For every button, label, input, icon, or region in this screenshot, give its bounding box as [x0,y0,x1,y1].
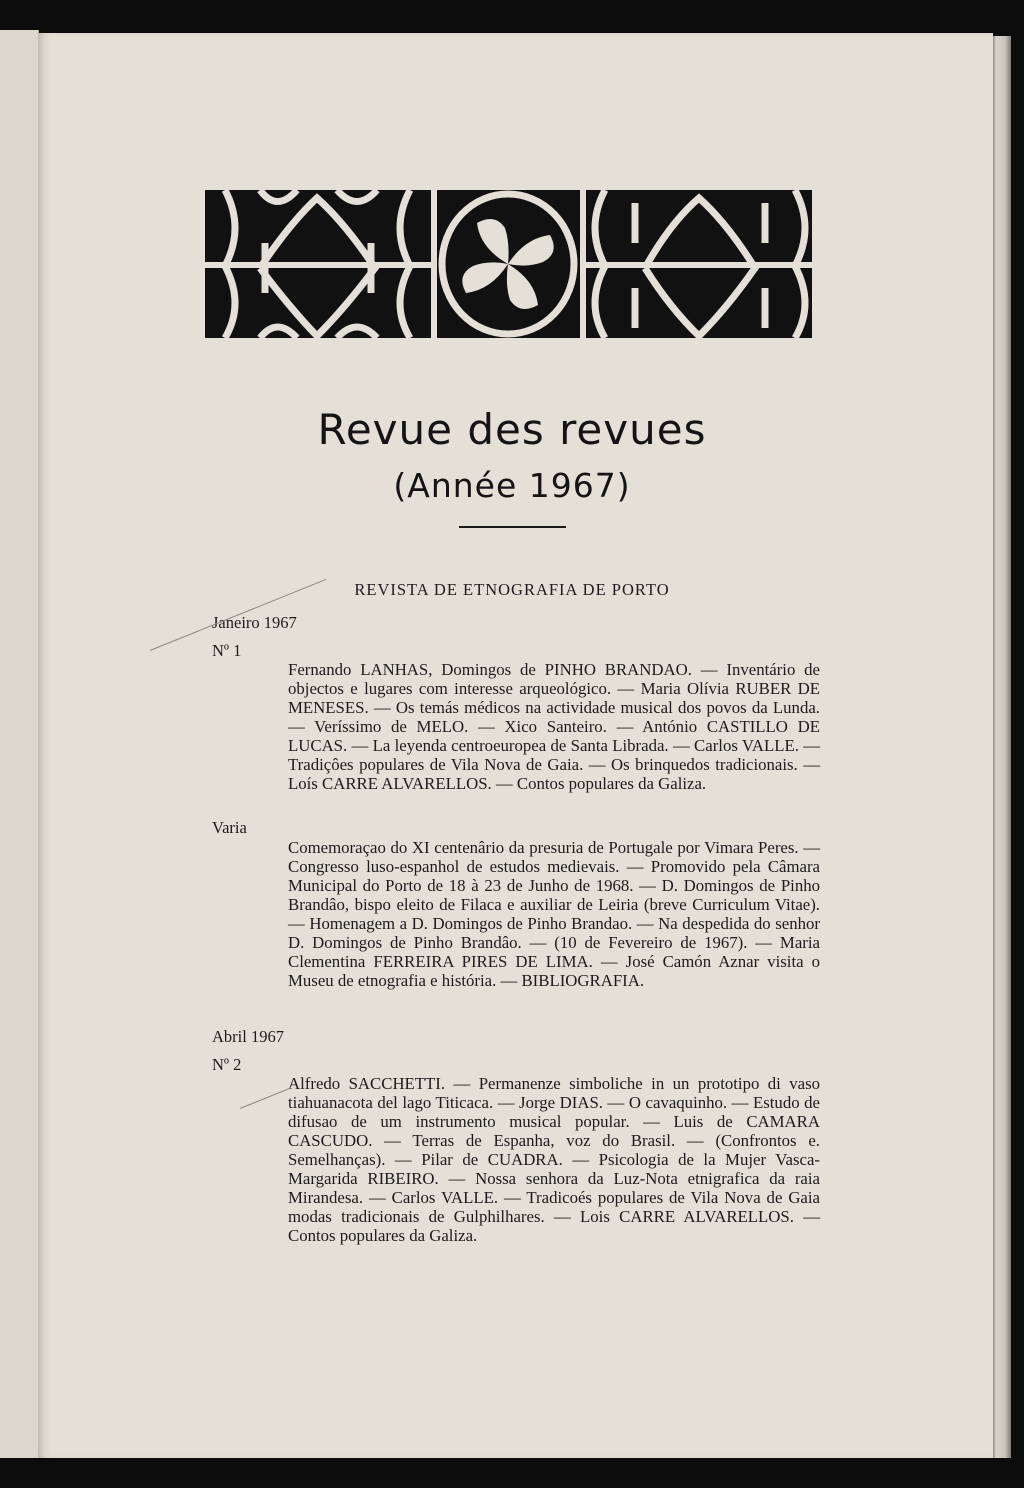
issue-date-label: Janeiro 1967 [212,613,297,632]
title-divider [459,526,566,528]
varia-contents: Comemoraçao do XI centenârio da presuria de Portugale por Vimara Peres. — Congresso luso-espanhol de estudos medievais. — Promovido pela Câmara Municipal do Porto de 18 à 23 de Junho de 1968. — D. Domingos de Pinho Brandâo, bispo eleito de Filaca e auxiliar de Leiria (breve Curriculum Vitae). — Homenagem a D. Domingos de Pinho Brandao. — Na despedida do senhor D. Domingos de Pinho Brandâo. — (10 de Fevereiro de 1967). — Maria Clementina FERREIRA PIRES DE LIMA. — José Camón Aznar visita o Museu de etnografia e história. — BIBLIOGRAFIA. [288,838,820,990]
facing-page-edge [0,30,39,1458]
page-subtitle: (Année 1967) [393,466,631,505]
varia-label: Varia [212,818,247,837]
page-title: Revue des revues [317,405,707,454]
journal-heading: REVISTA DE ETNOGRAFIA DE PORTO [354,580,670,599]
decorative-ornament-banner [205,188,813,340]
page-stack-edge [993,36,1011,1458]
issue-contents: Fernando LANHAS, Domingos de PINHO BRANDAO. — Inventário de objectos e lugares com interesse arqueológico. — Maria Olívia RUBER DE MENESES. — Os temás médicos na actividade musical dos povos da Lunda. — Veríssimo de MELO. — Xico Santeiro. — António CASTILLO DE LUCAS. — La leyenda centroeuropea de Santa Librada. — Carlos VALLE. — Tradiçôes populares de Vila Nova de Gaia. — Os brinquedos tradicionais. — Loís CARRE ALVARELLOS. — Contos populares da Galiza. [288,660,820,793]
issue-number-label: Nº 2 [212,1055,242,1074]
issue-number-label: Nº 1 [212,641,242,660]
issue-date-label: Abril 1967 [212,1027,284,1046]
issue-contents: Alfredo SACCHETTI. — Permanenze simboliche in un prototipo di vaso tiahuanacota del lago Titicaca. — Jorge DIAS. — O cavaquinho. — Estudo de difusao de um instrumento musical popular. — Luis de CAMARA CASCUDO. — Terras de Espanha, voz do Brasil. — (Confrontos e. Semelhanças). — Pilar de CUADRA. — Psicologia de la Mujer Vasca-Margarida RIBEIRO. — Nossa senhora da Luz-Nota etnigrafica da raia Mirandesa. — Carlos VALLE. — Tradicoés populares de Vila Nova de Gaia modas tradicionais de Gulphilhares. — Lois CARRE ALVARELLOS. — Contos populares da Galiza. [288,1074,820,1245]
